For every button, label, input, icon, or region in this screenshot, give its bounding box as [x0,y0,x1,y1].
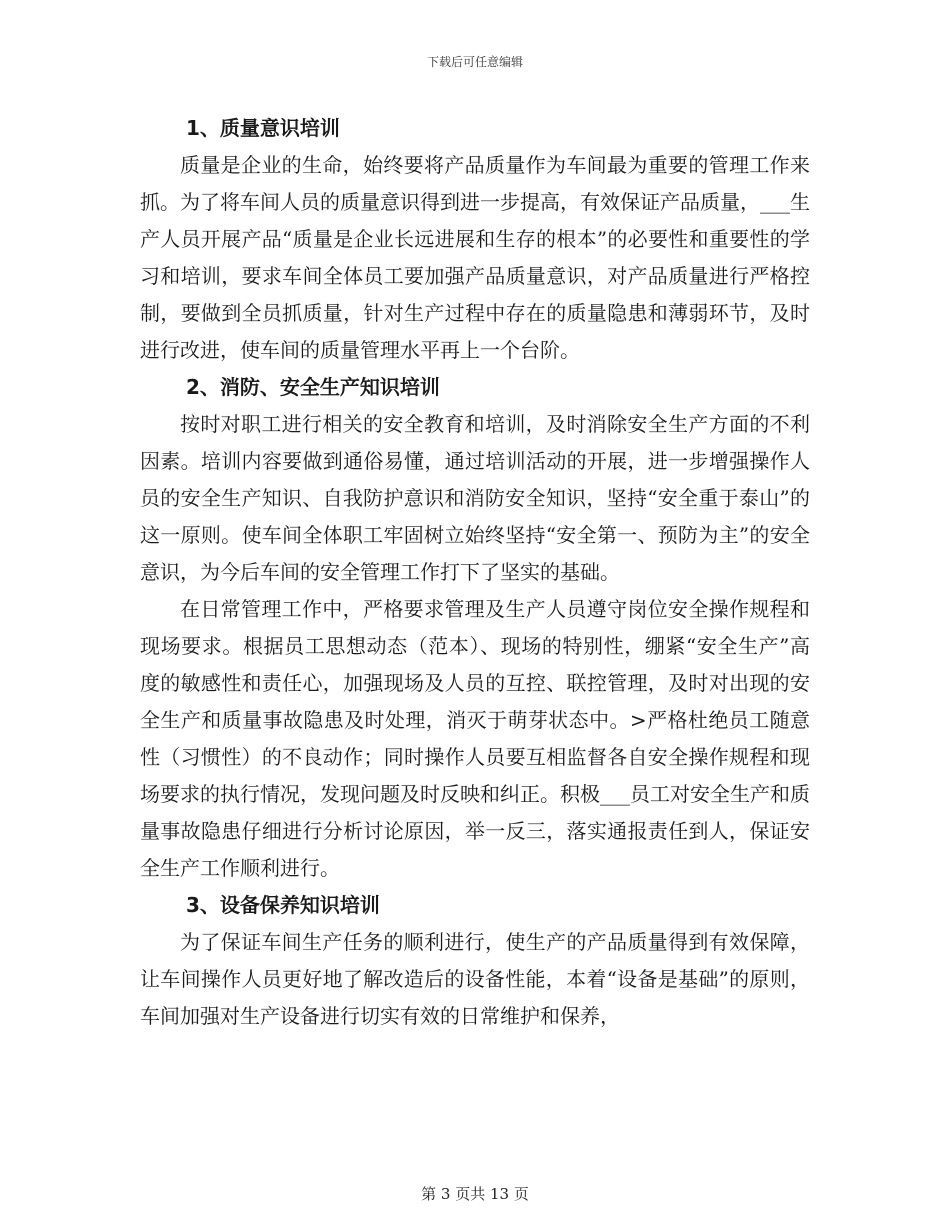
page-header: 下载后可任意编辑 [426,55,523,69]
section-2-heading: 2、消防、安全生产知识培训 [186,375,440,399]
section-1-paragraph-1: 质量是企业的生命，始终要将产品质量作为车间最为重要的管理工作来抓。为了将车间人员的质量意识得到进一步提高，有效保证产品质量，___生产人员开展产品“质量是企业长远进展和生存的根本”的必要性和重要性的学习和培训，要求车间全体员工要加强产品质量意识，对产品质量进行严格控制，要做到全员抓质量，针对生产过程中存在的质量隐患和薄弱环节，及时进行改进，使车间的质量管理水平再上一个台阶。 [140,153,810,362]
document-body [140,110,810,1035]
section-1-heading: 1、质量意识培训 [186,116,340,140]
section-3-heading: 3、设备保养知识培训 [186,893,380,917]
section-3-paragraph-1: 为了保证车间生产任务的顺利进行，使生产的产品质量得到有效保障，让车间操作人员更好地了解改造后的设备性能，本着“设备是基础”的原则，车间加强对生产设备进行切实有效的日常维护和保养， [140,930,810,1028]
section-2-paragraph-1: 按时对职工进行相关的安全教育和培训，及时消除安全生产方面的不利因素。培训内容要做到通俗易懂，通过培训活动的开展，进一步增强操作人员的安全生产知识、自我防护意识和消防安全知识，坚持“安全重于泰山”的这一原则。使车间全体职工牢固树立始终坚持“安全第一、预防为主”的安全意识，为今后车间的安全管理工作打下了坚实的基础。 [140,412,810,584]
section-2-paragraph-2: 在日常管理工作中，严格要求管理及生产人员遵守岗位安全操作规程和现场要求。根据员工思想动态（范本）、现场的特别性，绷紧“安全生产”高度的敏感性和责任心，加强现场及人员的互控、联控管理，及时对出现的安全生产和质量事故隐患及时处理，消灭于萌芽状态中。>严格杜绝员工随意性（习惯性）的不良动作；同时操作人员要互相监督各自安全操作规程和现场要求的执行情况，发现问题及时反映和纠正。积极___员工对安全生产和质量事故隐患仔细进行分析讨论原因，举一反三，落实通报责任到人，保证安全生产工作顺利进行。 [140,597,810,880]
page-footer: 第 3 页共 13 页 [421,1185,529,1203]
